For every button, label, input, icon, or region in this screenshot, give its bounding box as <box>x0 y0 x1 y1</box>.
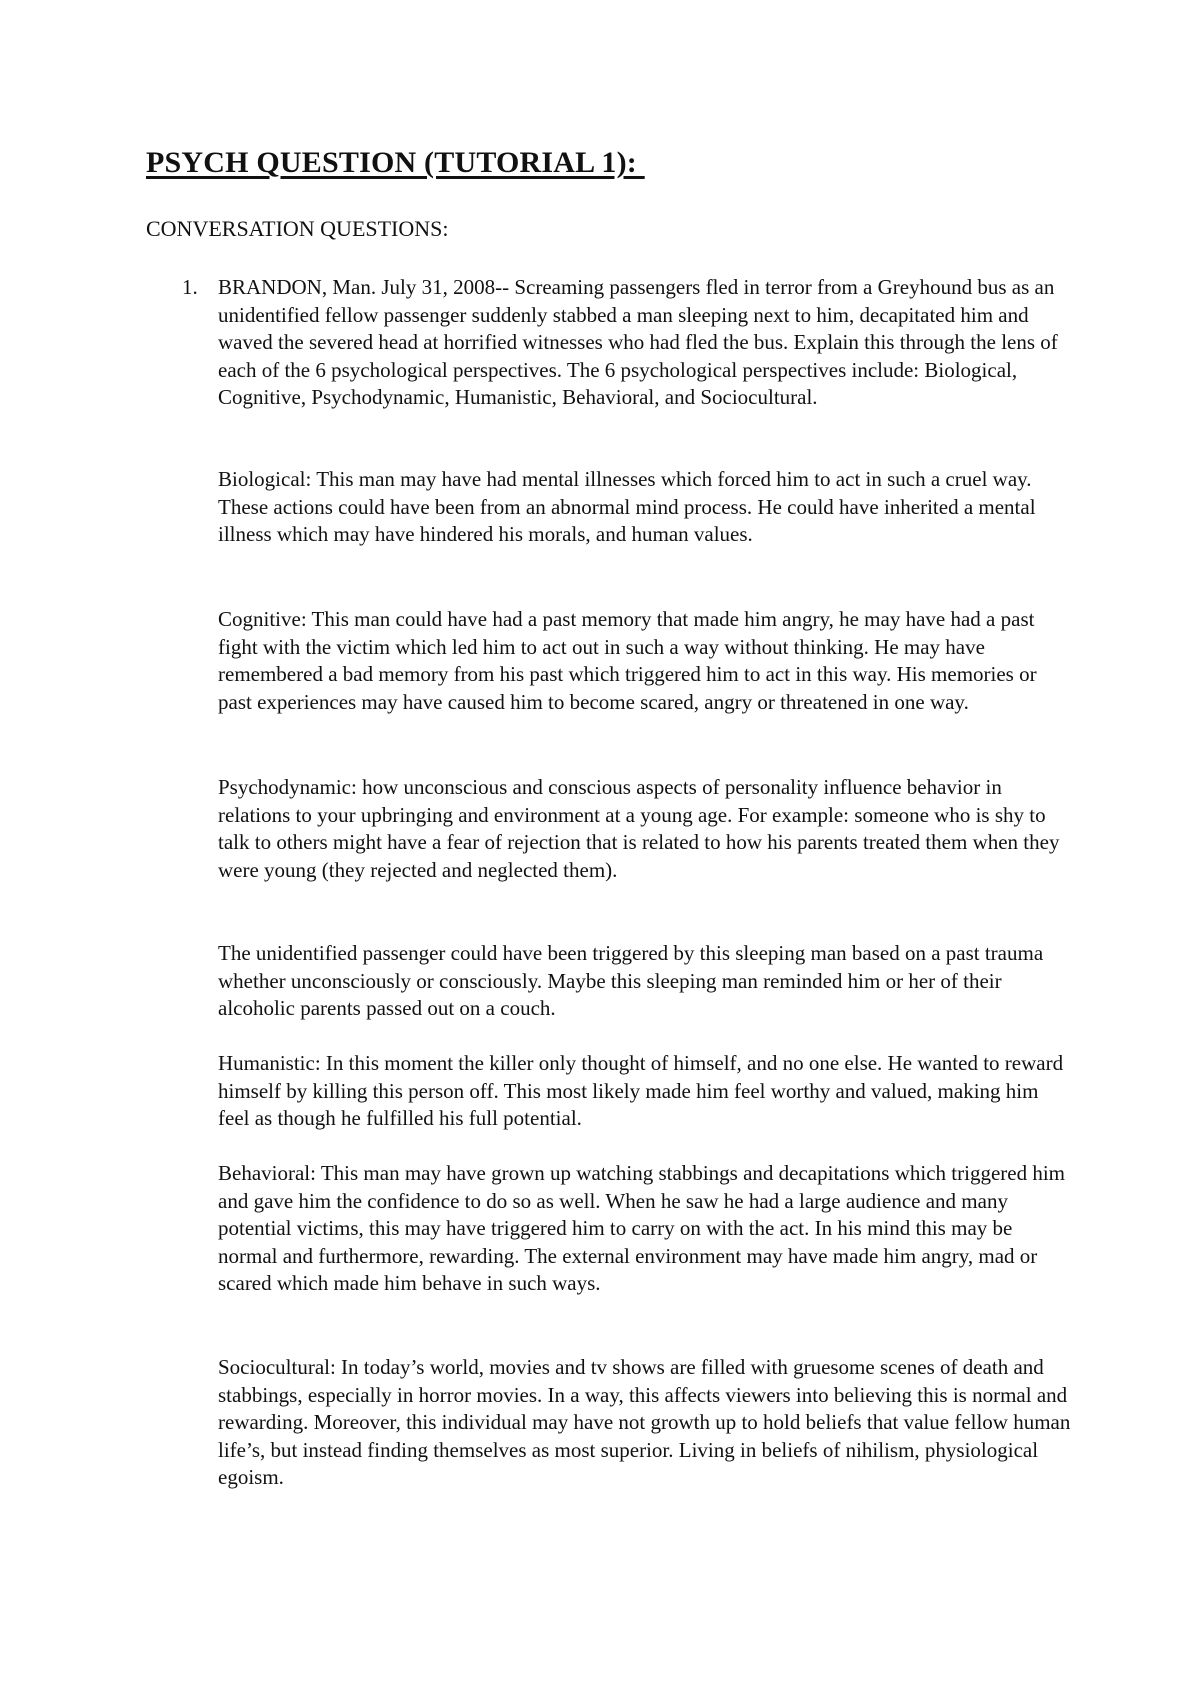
answer-paragraph-psychodynamic: Psychodynamic: how unconscious and conscious aspects of personality influence behavior in relations to your upbringing and environment at a young age. For example: someone who is shy to talk to others might have a fear of rejection that is related to how his parents treated them when they were young (they rejected and neglected them). <box>218 775 1060 882</box>
document-title: PSYCH QUESTION (TUTORIAL 1): <box>146 146 645 179</box>
answer-paragraph-cognitive: Cognitive: This man could have had a past memory that made him angry, he may have had a past fight with the victim which led him to act out in such a way without thinking. He may have remembered a bad memory from his past which triggered him to act in this way. His memories or past experiences may have caused him to become scared, angry or threatened in one way. <box>218 607 1037 714</box>
question-text: BRANDON, Man. July 31, 2008-- Screaming passengers fled in terror from a Greyhound bus as an unidentified fellow passenger suddenly stabbed a man sleeping next to him, decapitated him and waved the severed head at horrified witnesses who had fled the bus. Explain this through the lens of each of the 6 psychological perspectives. The 6 psychological perspectives include: Biological, Cognitive, Psychodynamic, Humanistic, Behavioral, and Sociocultural. <box>218 275 1058 409</box>
section-heading: CONVERSATION QUESTIONS: <box>146 216 449 241</box>
question-item <box>146 274 1076 412</box>
answer-paragraph-psychodynamic-example: The unidentified passenger could have been triggered by this sleeping man based on a past trauma whether unconsciously or consciously. Maybe this sleeping man reminded him or her of their alcoholic parents passed out on a couch. <box>218 941 1044 1020</box>
answer-paragraph-humanistic: Humanistic: In this moment the killer only thought of himself, and no one else. He wanted to reward himself by killing this person off. This most likely made him feel worthy and valued, making him feel as though he fulfilled his full potential. <box>218 1051 1064 1130</box>
answer-paragraph-biological: Biological: This man may have had mental illnesses which forced him to act in such a cruel way. These actions could have been from an abnormal mind process. He could have inherited a mental illness which may have hindered his morals, and human values. <box>218 467 1036 546</box>
question-number: 1. <box>182 275 198 299</box>
answer-paragraph-sociocultural: Sociocultural: In today’s world, movies and tv shows are filled with gruesome scenes of death and stabbings, especially in horror movies. In a way, this affects viewers into believing this is normal and rewarding. Moreover, this individual may have not growth up to hold beliefs that value fellow human life’s, but instead finding themselves as most superior. Living in beliefs of nihilism, physiological egoism. <box>218 1355 1071 1489</box>
answer-paragraph-behavioral: Behavioral: This man may have grown up watching stabbings and decapitations which triggered him and gave him the confidence to do so as well. When he saw he had a large audience and many potential victims, this may have triggered him to carry on with the act. In his mind this may be normal and furthermore, rewarding. The external environment may have made him angry, mad or scared which made him behave in such ways. <box>218 1161 1065 1295</box>
